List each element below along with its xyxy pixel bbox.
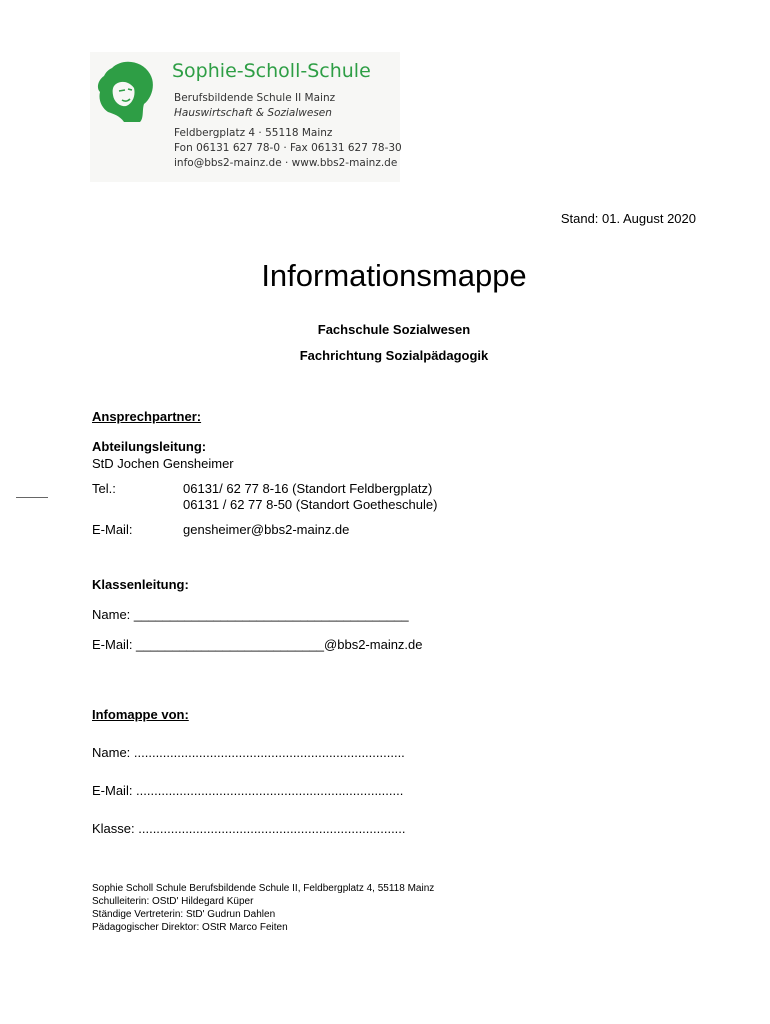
phone-label: Tel.: [92,481,116,496]
department-head-name: StD Jochen Gensheimer [92,456,234,471]
footer-deputy: Ständige Vertreterin: StD' Gudrun Dahlen [92,909,276,920]
footer-principal: Schulleiterin: OStD' Hildegard Küper [92,896,254,907]
portrait-logo-icon [94,58,156,124]
school-letterhead [90,52,400,182]
phone-number-feldbergplatz: 06131/ 62 77 8-16 (Standort Feldbergplatz) [183,481,433,496]
owner-class-field: Klasse: .......................................................................... [92,821,406,836]
class-lead-name-field: Name: ______________________________________ [92,607,409,622]
email-address: gensheimer@bbs2-mainz.de [183,522,350,537]
footer-director: Pädagogischer Direktor: OStR Marco Feiten [92,922,288,933]
email-label: E-Mail: [92,522,133,537]
page-title: Informationsmappe [261,258,527,293]
school-type: Berufsbildende Schule II Mainz [174,92,336,104]
school-name: Sophie-Scholl-Schule [172,60,371,82]
class-lead-heading: Klassenleitung: [92,577,189,592]
owner-email-field: E-Mail: .......................................................................... [92,783,404,798]
subtitle-school-type: Fachschule Sozialwesen [317,322,471,337]
school-email-web: info@bbs2-mainz.de · www.bbs2-mainz.de [174,157,398,169]
contacts-heading: Ansprechpartner: [92,409,202,424]
phone-number-goetheschule: 06131 / 62 77 8-50 (Standort Goetheschule) [183,497,438,512]
owner-name-field: Name: ........................................................................... [92,745,405,760]
department-head-label: Abteilungsleitung: [92,439,207,454]
class-lead-email-field: E-Mail: __________________________@bbs2-mainz.de [92,637,423,652]
margin-divider [16,497,48,498]
school-phone-fax: Fon 06131 627 78-0 · Fax 06131 627 78-30 [174,142,402,154]
school-address: Feldbergplatz 4 · 55118 Mainz [174,127,333,139]
school-department: Hauswirtschaft & Sozialwesen [174,107,332,119]
folder-owner-heading: Infomappe von: [92,707,189,722]
document-date: Stand: 01. August 2020 [560,211,696,226]
subtitle-specialization: Fachrichtung Sozialpädagogik [299,348,489,363]
footer-address: Sophie Scholl Schule Berufsbildende Schule II, Feldbergplatz 4, 55118 Mainz [92,883,435,894]
